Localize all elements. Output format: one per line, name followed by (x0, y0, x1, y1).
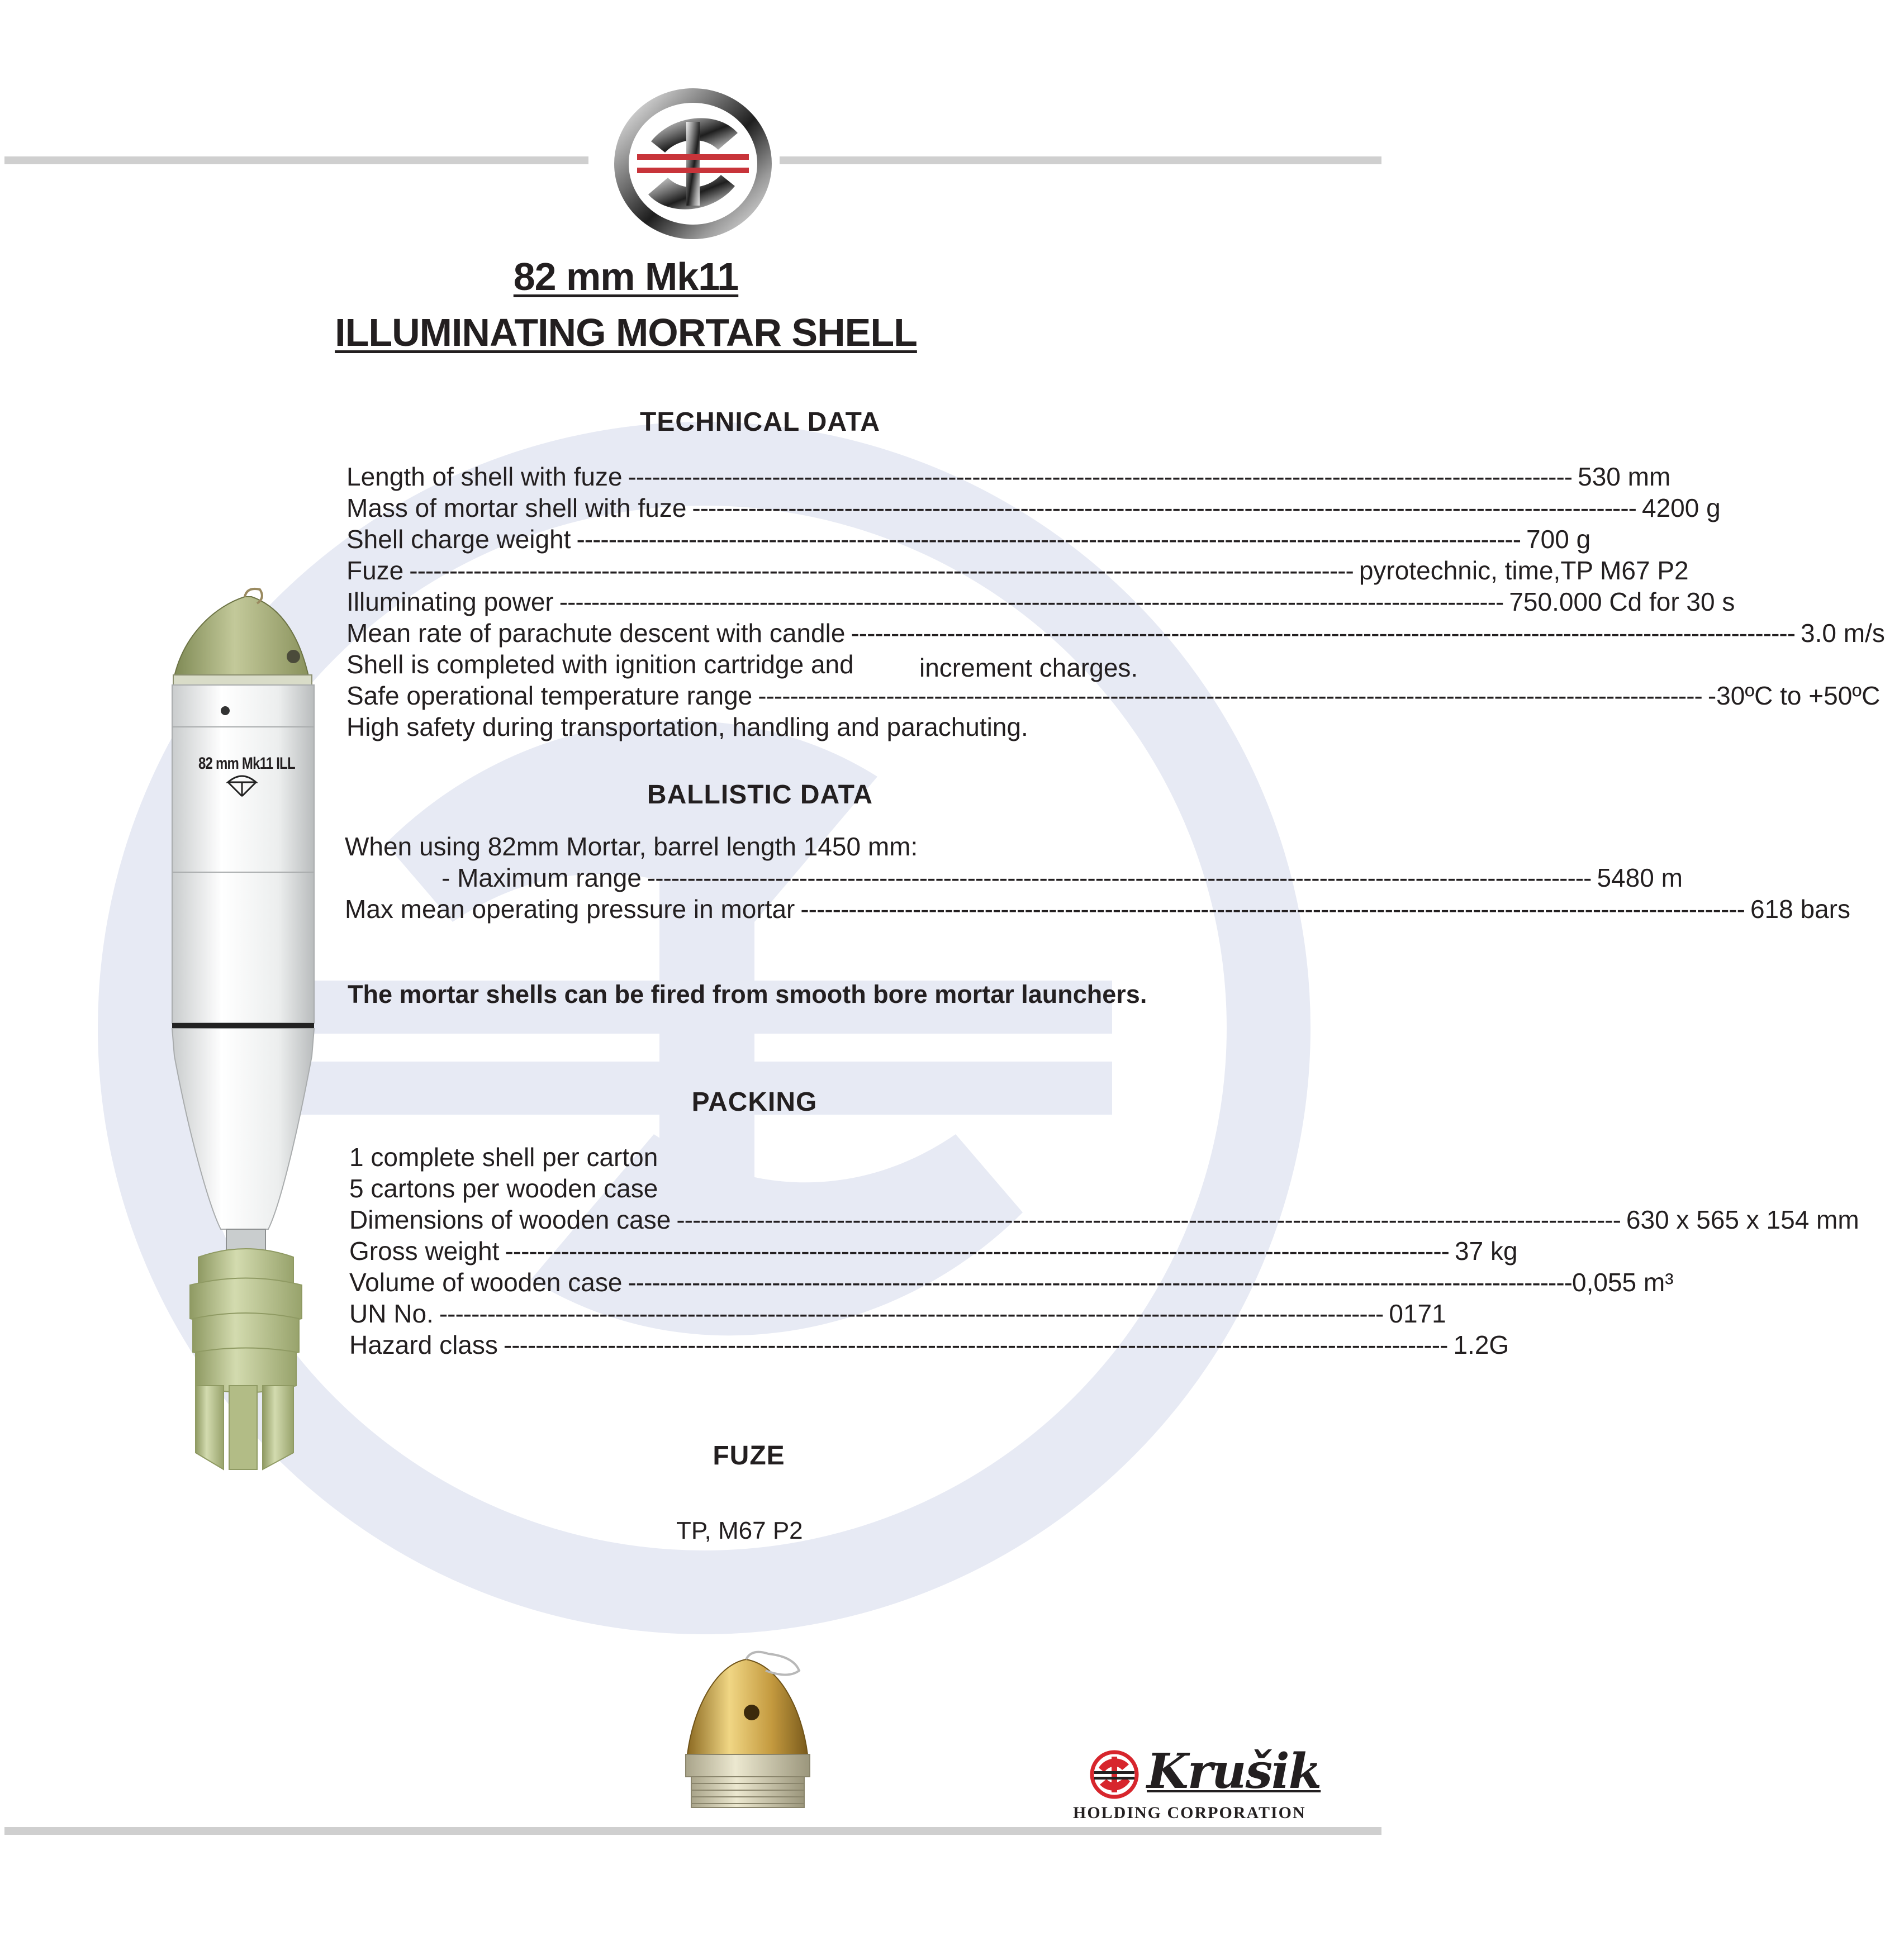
header-rule-left (4, 156, 588, 164)
tech-row-temperature: Safe operational temperature range ---------------------------------------------------------------------------------------------------------------------- -30ºC to +50ºC (346, 681, 1881, 710)
packing-row-gross-weight: Gross weight ---------------------------------------------------------------------------------------------------------------------- 37 kg (349, 1236, 1518, 1266)
tech-row-fuze: Fuze ---------------------------------------------------------------------------------------------------------------------- pyrotechnic, time,TP M67 P2 (346, 556, 1689, 585)
header-rule-right (780, 156, 1381, 164)
fuze-model: TP, M67 P2 (676, 1517, 803, 1544)
packing-row-dimensions: Dimensions of wooden case ---------------------------------------------------------------------------------------------------------------------- 630 x 565 x 154 mm (349, 1205, 1859, 1234)
tech-row-length: Length of shell with fuze ---------------------------------------------------------------------------------------------------------------------- 530 mm (346, 462, 1671, 491)
ballistic-row-pressure: Max mean operating pressure in mortar ---------------------------------------------------------------------------------------------------------------------- 618 bars (345, 895, 1850, 924)
tech-row-mass: Mass of mortar shell with fuze ---------------------------------------------------------------------------------------------------------------------- 4200 g (346, 493, 1721, 522)
page-title-line1: 82 mm Mk11 (513, 255, 739, 298)
page-title-line2: ILLUMINATING MORTAR SHELL (335, 311, 917, 354)
packing-line1: 1 complete shell per carton (349, 1143, 658, 1172)
packing-row-volume: Volume of wooden case ---------------------------------------------------------------------------------------------------------------------- 0,055 m³ (349, 1268, 1674, 1297)
ballistic-row-range: - Maximum range ---------------------------------------------------------------------------------------------------------------------- 5480 m (441, 863, 1683, 892)
tech-completed-value: increment charges. (919, 653, 1138, 682)
packing-line2: 5 cartons per wooden case (349, 1174, 658, 1203)
packing-heading: PACKING (691, 1087, 818, 1117)
ballistic-heading: BALLISTIC DATA (647, 780, 873, 810)
brand-name: Krušik (1147, 1743, 1321, 1800)
packing-row-hazard-class: Hazard class ---------------------------------------------------------------------------------------------------------------------- 1.2G (349, 1330, 1509, 1359)
tech-row-descent: Mean rate of parachute descent with candle ---------------------------------------------------------------------------------------------------------------------- 3.0 m/s (346, 619, 1885, 648)
tech-row-illuminating: Illuminating power ---------------------------------------------------------------------------------------------------------------------- 750.000 Cd for 30 s (346, 587, 1735, 616)
tech-completed-label: Shell is completed with ignition cartridge and (346, 650, 854, 679)
tech-safety-line: High safety during transportation, handling and parachuting. (346, 712, 1028, 741)
mortar-shell-illustration (162, 581, 335, 1481)
krusik-ring-logo (612, 88, 774, 239)
technical-heading: TECHNICAL DATA (640, 407, 880, 437)
footer-rule (4, 1827, 1381, 1835)
krusik-brand-icon (1089, 1749, 1140, 1800)
packing-row-un-number: UN No. ---------------------------------------------------------------------------------------------------------------------- 0171 (349, 1299, 1446, 1328)
ballistic-note: The mortar shells can be fired from smooth bore mortar launchers. (348, 980, 1147, 1008)
tech-row-charge: Shell charge weight ---------------------------------------------------------------------------------------------------------------------- 700 g (346, 525, 1591, 554)
fuze-heading: FUZE (713, 1441, 785, 1471)
ballistic-intro: When using 82mm Mortar, barrel length 1450 mm: (345, 832, 918, 861)
brand-subtitle: HOLDING CORPORATION (1073, 1804, 1306, 1822)
shell-marking: 82 mm Mk11 ILL (198, 754, 295, 773)
fuze-illustration (668, 1648, 830, 1821)
